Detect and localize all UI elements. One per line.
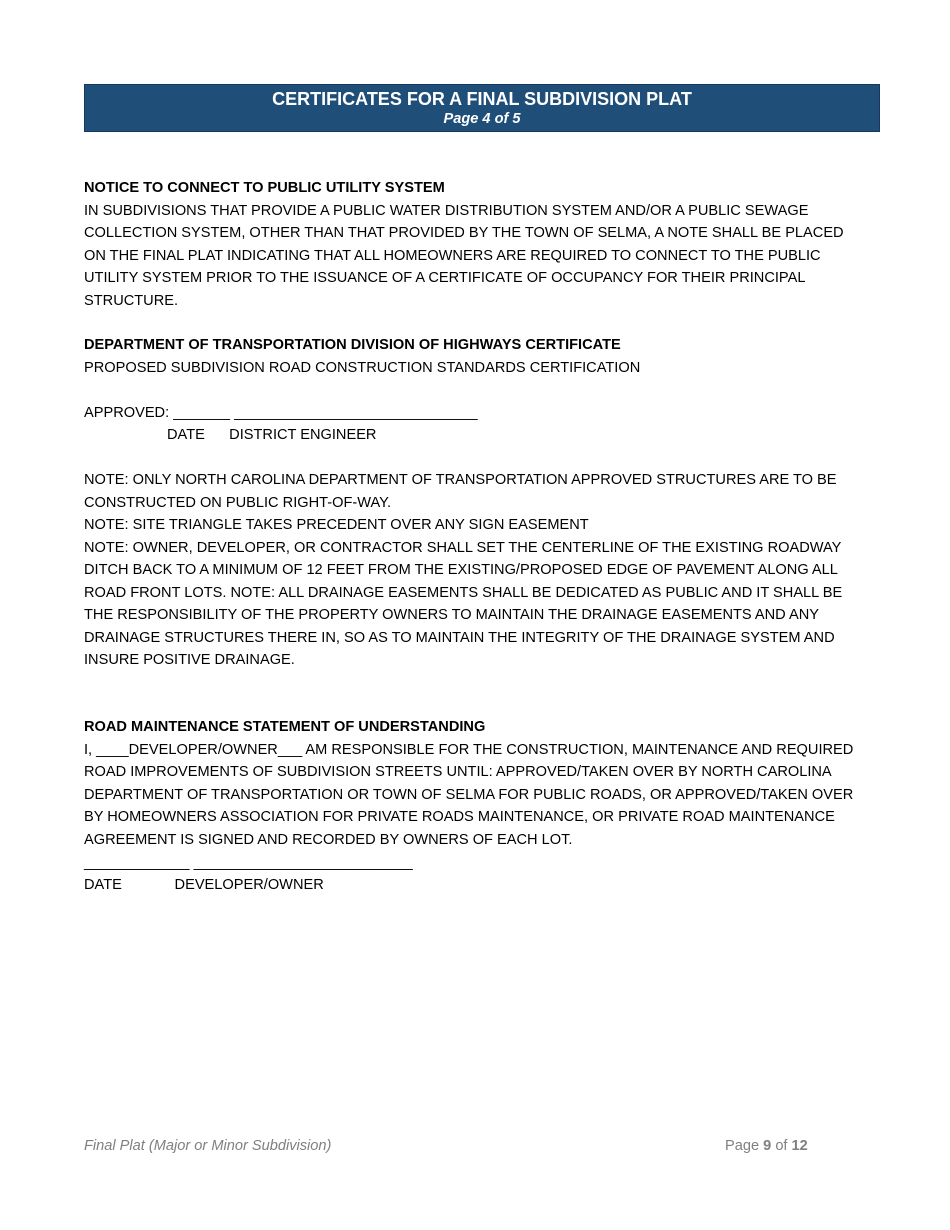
notice-section	[84, 177, 859, 312]
footer-page-total: 12	[791, 1138, 808, 1154]
footer-document-title: Final Plat (Major or Minor Subdivision)	[84, 1138, 332, 1154]
developer-signature-labels: DATE DEVELOPER/OWNER	[84, 877, 324, 893]
developer-signature-line: _____________ ___________________________	[84, 855, 413, 871]
dot-note-drainage: NOTE: OWNER, DEVELOPER, OR CONTRACTOR SHALL SET THE CENTERLINE OF THE EXISTING ROADWAY DITCH BACK TO A MINIMUM OF 12 FEET FROM THE EXISTING/PROPOSED EDGE OF PAVEMENT ALONG ALL ROAD FRONT LOTS. NOTE: ALL DRAINAGE EASEMENTS SHALL BE DEDICATED AS PUBLIC AND IT SHALL BE THE RESPONSIBILITY OF THE PROPERTY OWNERS TO MAINTAIN THE DRAINAGE EASEMENTS AND ANY DRAINAGE STRUCTURES THERE IN, SO AS TO MAINTAIN THE INTEGRITY OF THE DRAINAGE SYSTEM AND INSURE POSITIVE DRAINAGE.	[84, 539, 843, 668]
dot-notes	[84, 469, 859, 672]
dot-note-structures: NOTE: ONLY NORTH CAROLINA DEPARTMENT OF TRANSPORTATION APPROVED STRUCTURES ARE TO BE CONSTRUCTED ON PUBLIC RIGHT-OF-WAY.	[84, 472, 837, 511]
footer-page-prefix: Page	[725, 1138, 764, 1154]
notice-heading: NOTICE TO CONNECT TO PUBLIC UTILITY SYSTEM	[84, 180, 445, 196]
dot-section	[84, 334, 859, 379]
approved-signature-line: APPROVED: _______ ______________________________	[84, 405, 478, 421]
page-subtitle: Page 4 of 5	[443, 111, 521, 127]
page-header-banner	[84, 84, 880, 132]
footer-page-current: 9	[763, 1138, 772, 1154]
dot-heading: DEPARTMENT OF TRANSPORTATION DIVISION OF HIGHWAYS CERTIFICATE	[84, 337, 621, 353]
approved-signature-labels: DATE DISTRICT ENGINEER	[167, 427, 377, 443]
dot-subheading: PROPOSED SUBDIVISION ROAD CONSTRUCTION STANDARDS CERTIFICATION	[84, 359, 641, 376]
footer-page-number	[725, 1135, 808, 1158]
page-title: CERTIFICATES FOR A FINAL SUBDIVISION PLAT	[272, 89, 692, 109]
road-body: I, ____DEVELOPER/OWNER___ AM RESPONSIBLE FOR THE CONSTRUCTION, MAINTENANCE AND REQUIRED ROAD IMPROVEMENTS OF SUBDIVISION STREETS UNTIL: APPROVED/TAKEN OVER BY NORTH CAROLINA DEPARTMENT OF TRANSPORTATION OR TOWN OF SELMA FOR PUBLIC ROADS, OR APPROVED/TAKEN OVER BY HOMEOWNERS ASSOCIATION FOR PRIVATE ROADS MAINTENANCE, OR PRIVATE ROAD MAINTENANCE AGREEMENT IS SIGNED AND RECORDED BY OWNERS OF EACH LOT.	[84, 741, 854, 848]
dot-note-site-triangle: NOTE: SITE TRIANGLE TAKES PRECEDENT OVER ANY SIGN EASEMENT	[84, 517, 589, 533]
footer-page-mid: of	[771, 1138, 792, 1154]
road-heading: ROAD MAINTENANCE STATEMENT OF UNDERSTANDING	[84, 719, 486, 735]
road-maintenance-section	[84, 716, 859, 851]
notice-body: IN SUBDIVISIONS THAT PROVIDE A PUBLIC WATER DISTRIBUTION SYSTEM AND/OR A PUBLIC SEWAGE COLLECTION SYSTEM, OTHER THAN THAT PROVIDED BY THE TOWN OF SELMA, A NOTE SHALL BE PLACED ON THE FINAL PLAT INDICATING THAT ALL HOMEOWNERS ARE REQUIRED TO CONNECT TO THE PUBLIC UTILITY SYSTEM PRIOR TO THE ISSUANCE OF A CERTIFICATE OF OCCUPANCY FOR THEIR PRINCIPAL STRUCTURE.	[84, 202, 844, 309]
